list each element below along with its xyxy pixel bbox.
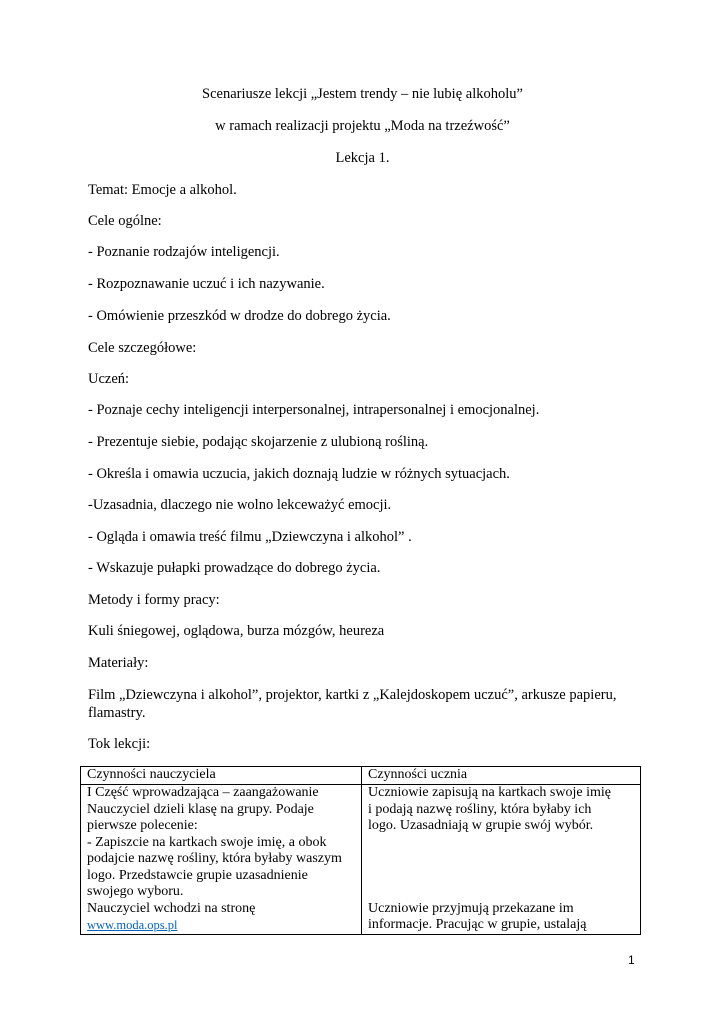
specific-goal-item: - Poznaje cechy inteligencji interpersonalnej, intrapersonalnej i emocjonalnej. [88, 402, 540, 418]
table-cell-line: logo. Przedstawcie grupie uzasadnienie [87, 867, 308, 883]
teacher-activities-cell [81, 785, 362, 935]
table-cell-line: i podają nazwę rośliny, która byłaby ich [368, 801, 592, 817]
table-cell-line: informacje. Pracując w grupie, ustalają [368, 917, 587, 932]
student-heading: Uczeń: [88, 371, 130, 387]
table-cell-line: Uczniowie zapisują na kartkach swoje imię [368, 785, 611, 800]
general-goal-item: - Poznanie rodzajów inteligencji. [88, 244, 280, 260]
materials-heading: Materiały: [88, 655, 149, 671]
table-cell-line: podajcie nazwę rośliny, która byłaby waszym [87, 851, 342, 866]
table-cell-line: - Zapiszcie na kartkach swoje imię, a obok [87, 834, 327, 850]
table-cell-spacer [368, 835, 640, 901]
specific-goal-item: - Określa i omawia uczucia, jakich doznają ludzie w różnych sytuacjach. [88, 466, 510, 482]
table-cell-line: Nauczyciel wchodzi na stronę [87, 900, 256, 916]
table-cell-line: Nauczyciel dzieli klasę na grupy. Podaje [87, 801, 314, 817]
general-goal-item: - Rozpoznawanie uczuć i ich nazywanie. [88, 276, 325, 292]
website-link[interactable]: www.moda.ops.pl [87, 918, 178, 932]
lesson-topic: Temat: Emocje a alkohol. [88, 182, 237, 198]
table-cell-line: Uczniowie przyjmują przekazane im [368, 900, 574, 916]
page-number: 1 [628, 953, 635, 967]
table-cell-line: logo. Uzasadniają w grupie swój wybór. [368, 818, 594, 833]
materials-text: Film „Dziewczyna i alkohol”, projektor, kartki z „Kalejdoskopem uczuć”, arkusze papieru, flamastry. [88, 687, 617, 721]
table-row [81, 785, 641, 935]
table-cell-line: pierwsze polecenie: [87, 818, 198, 833]
student-activities-cell [362, 785, 641, 935]
lesson-number: Lekcja 1. [335, 150, 390, 166]
lesson-flow-table [80, 766, 641, 935]
methods-text: Kuli śniegowej, oglądowa, burza mózgów, heureza [88, 623, 385, 639]
project-subtitle: w ramach realizacji projektu „Moda na trzeźwość” [215, 118, 510, 134]
specific-goals-heading: Cele szczegółowe: [88, 340, 197, 356]
teacher-activities-header: Czynności nauczyciela [81, 767, 362, 785]
document-title: Scenariusze lekcji „Jestem trendy – nie lubię alkoholu” [202, 86, 523, 102]
methods-heading: Metody i formy pracy: [88, 592, 220, 608]
table-header-row [81, 767, 641, 785]
general-goals-heading: Cele ogólne: [88, 213, 162, 229]
lesson-flow-heading: Tok lekcji: [88, 736, 151, 752]
specific-goal-item: -Uzasadnia, dlaczego nie wolno lekceważyć emocji. [88, 497, 392, 513]
table-cell-line: I Część wprowadzająca – zaangażowanie [87, 785, 319, 800]
specific-goal-item: - Prezentuje siebie, podając skojarzenie z ulubioną rośliną. [88, 434, 429, 450]
specific-goal-item: - Ogląda i omawia treść filmu „Dziewczyna i alkohol” . [88, 529, 412, 545]
specific-goal-item: - Wskazuje pułapki prowadzące do dobrego życia. [88, 560, 381, 576]
table-cell-line: swojego wyboru. [87, 884, 184, 899]
student-activities-header: Czynności ucznia [362, 767, 641, 785]
general-goal-item: - Omówienie przeszkód w drodze do dobrego życia. [88, 308, 391, 324]
